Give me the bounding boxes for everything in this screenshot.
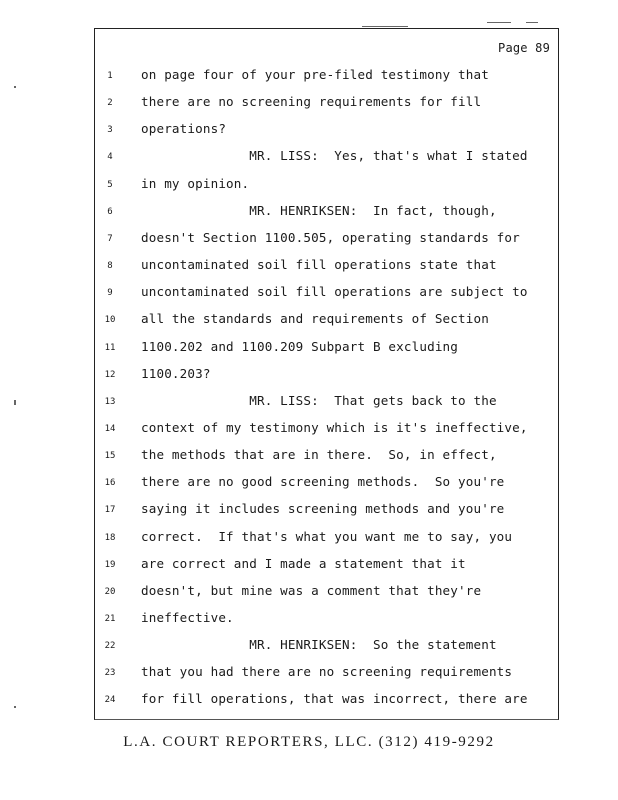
transcript-line <box>95 501 560 521</box>
line-text: saying it includes screening methods and you're <box>141 501 505 517</box>
line-text: MR. HENRIKSEN: In fact, though, <box>141 202 497 218</box>
transcript-line <box>95 230 560 250</box>
line-text: are correct and I made a statement that it <box>141 555 466 571</box>
transcript-line <box>95 94 560 114</box>
footer-reporter-info: L.A. COURT REPORTERS, LLC. (312) 419-9292 <box>123 734 495 750</box>
line-number: 24 <box>104 695 116 706</box>
line-text: MR. HENRIKSEN: So the statement <box>141 637 497 653</box>
margin-tick-top-2 <box>487 22 511 23</box>
line-text: 1100.203? <box>141 365 211 381</box>
line-number: 12 <box>104 369 116 380</box>
line-text: doesn't, but mine was a comment that they're <box>141 582 482 598</box>
line-text: MR. LISS: Yes, that's what I stated <box>141 148 528 164</box>
line-number: 2 <box>107 98 113 109</box>
line-number: 11 <box>104 342 116 353</box>
transcript-line <box>95 311 560 331</box>
margin-tick-left-1 <box>14 86 16 88</box>
transcript-line <box>95 691 560 711</box>
transcript-page <box>94 28 559 720</box>
line-number: 19 <box>104 559 116 570</box>
margin-tick-top-3 <box>526 22 538 23</box>
line-number: 17 <box>104 505 116 516</box>
transcript-line <box>95 556 560 576</box>
transcript-line <box>95 176 560 196</box>
line-number: 4 <box>107 152 113 163</box>
line-number: 14 <box>104 423 116 434</box>
line-text: there are no screening requirements for fill <box>141 94 482 110</box>
line-number: 8 <box>107 261 113 272</box>
line-text: operations? <box>141 121 227 137</box>
line-text: doesn't Section 1100.505, operating standards for <box>141 229 520 245</box>
margin-tick-left-2 <box>14 400 16 405</box>
transcript-line <box>95 420 560 440</box>
line-text: all the standards and requirements of Section <box>141 311 489 327</box>
transcript-line <box>95 583 560 603</box>
transcript-line <box>95 203 560 223</box>
line-number: 10 <box>104 315 116 326</box>
transcript-line <box>95 284 560 304</box>
line-text: correct. If that's what you want me to say, you <box>141 528 513 544</box>
line-text: on page four of your pre-filed testimony that <box>141 67 489 82</box>
line-number: 23 <box>104 668 116 679</box>
line-number: 9 <box>107 288 113 299</box>
line-text: MR. LISS: That gets back to the <box>141 392 497 408</box>
line-number: 7 <box>107 233 113 244</box>
transcript-line <box>95 67 560 87</box>
transcript-line <box>95 121 560 141</box>
transcript-line <box>95 366 560 386</box>
line-number: 3 <box>107 125 113 136</box>
line-text: the methods that are in there. So, in effect, <box>141 447 497 463</box>
line-number: 16 <box>104 478 116 489</box>
line-number: 13 <box>104 396 116 407</box>
transcript-line <box>95 610 560 630</box>
transcript-line <box>95 529 560 549</box>
transcript-line <box>95 447 560 467</box>
transcript-line <box>95 257 560 277</box>
line-text: for fill operations, that was incorrect, there are <box>141 691 528 707</box>
line-number: 20 <box>104 586 116 597</box>
line-number: 18 <box>104 532 116 543</box>
line-number: 5 <box>107 179 113 190</box>
line-number: 21 <box>104 614 116 624</box>
page-number: Page 89 <box>498 41 550 55</box>
transcript-line <box>95 474 560 494</box>
line-number: 6 <box>107 206 113 217</box>
line-text: that you had there are no screening requirements <box>141 664 513 680</box>
line-number: 1 <box>107 71 113 81</box>
line-text: uncontaminated soil fill operations are subject to <box>141 284 528 300</box>
line-number: 22 <box>104 641 116 652</box>
line-text: there are no good screening methods. So you're <box>141 474 505 490</box>
transcript-line <box>95 148 560 168</box>
line-text: 1100.202 and 1100.209 Subpart B excluding <box>141 338 459 354</box>
line-text: context of my testimony which is it's ineffective, <box>141 419 528 435</box>
line-text: in my opinion. <box>141 175 250 191</box>
transcript-line <box>95 637 560 657</box>
margin-tick-top-1 <box>362 26 408 27</box>
line-text: uncontaminated soil fill operations state that <box>141 257 497 273</box>
margin-tick-left-3 <box>14 706 16 708</box>
transcript-line <box>95 393 560 413</box>
transcript-line <box>95 664 560 684</box>
line-number: 15 <box>104 451 116 462</box>
transcript-line <box>95 339 560 359</box>
line-text: ineffective. <box>141 610 234 625</box>
